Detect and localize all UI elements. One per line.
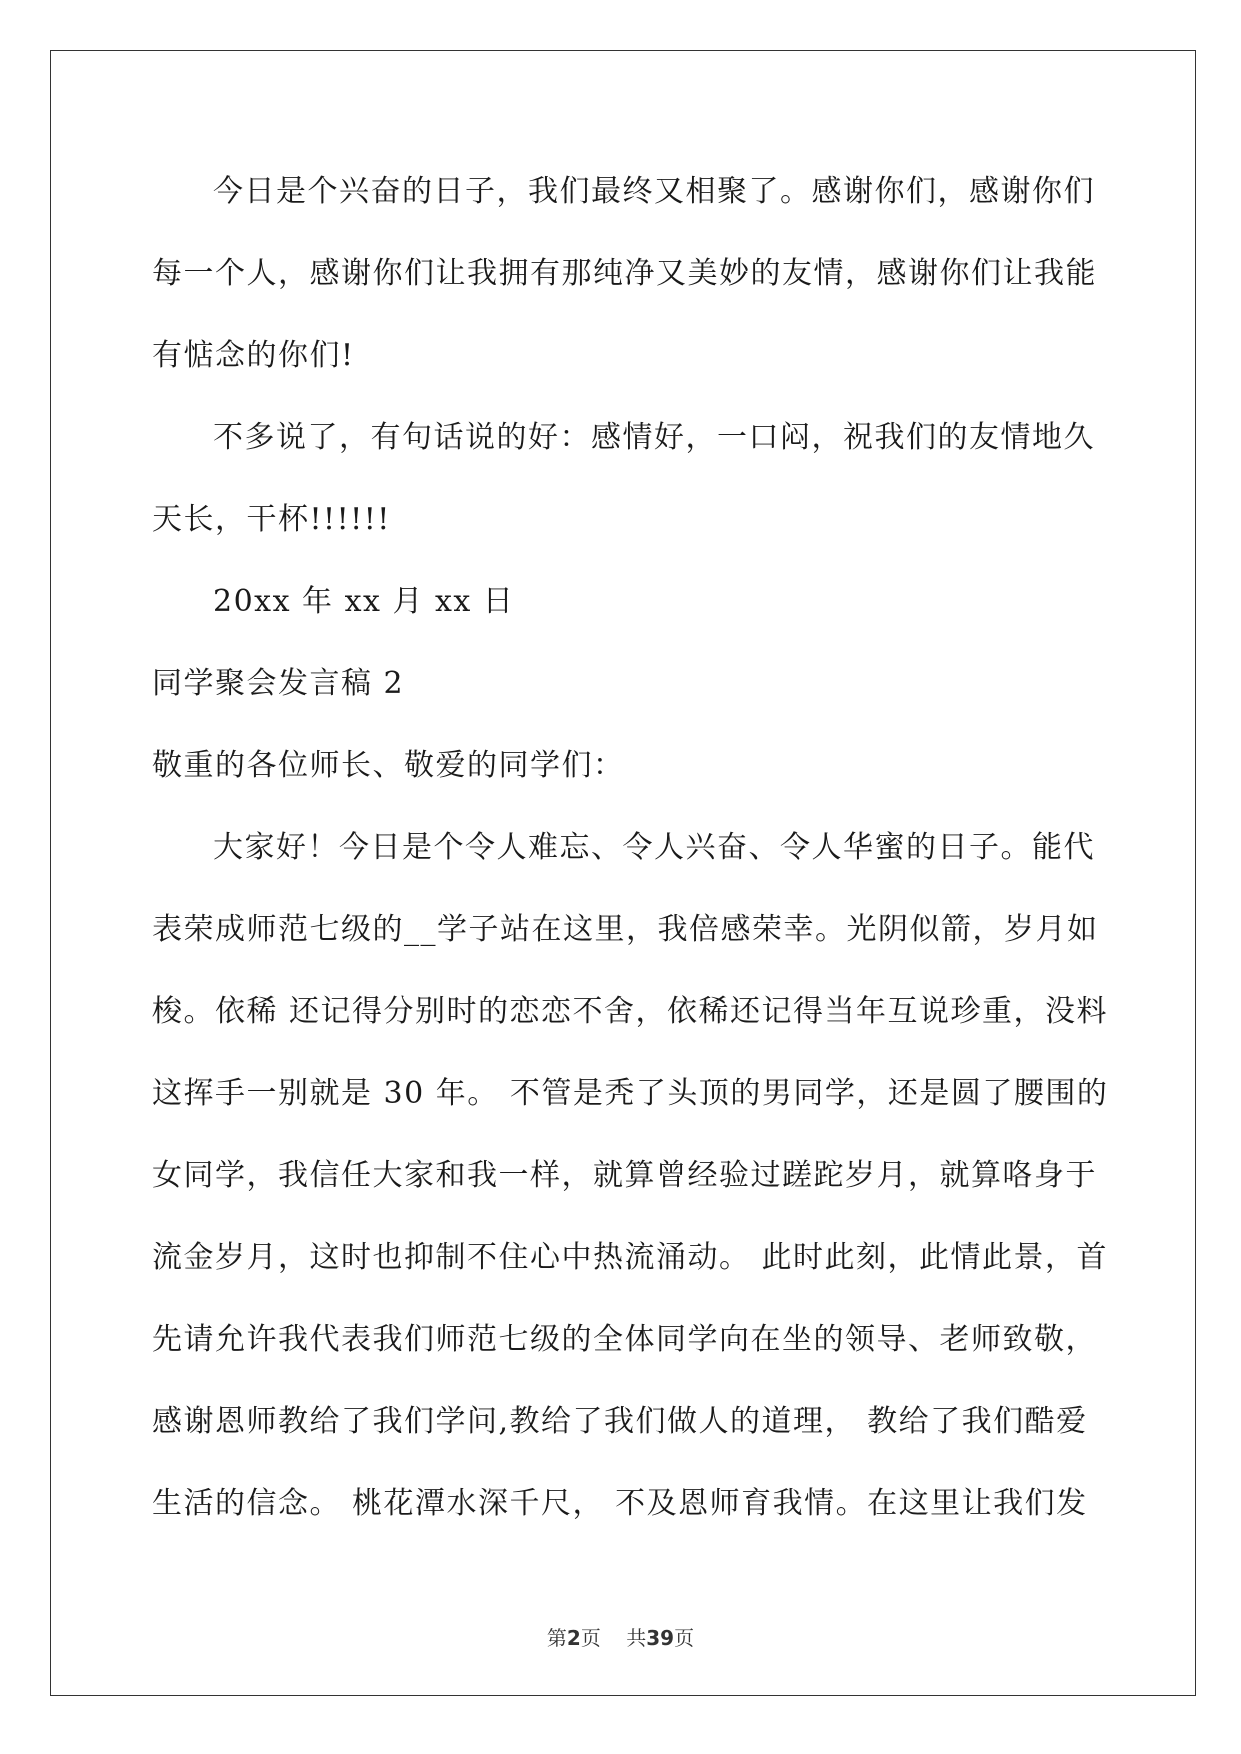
text-line: 每 一 个 人 ， 感 谢 你 们 让 我 拥 有 那 纯 净 又 美 妙 的 友 情 ， 感 谢 你 们 让 我 能 xyxy=(152,256,1097,291)
footer-total-suffix: 页 xyxy=(674,1626,695,1650)
footer-page-suffix: 页 xyxy=(580,1626,601,1650)
text-line: 感 谢 恩 师 教 给 了 我 们 学 问 , 教 给 了 我 们 做 人 的 道 理 ， 教 给 了 我 们 酷 爱 xyxy=(152,1404,1088,1439)
text-line: 天长，干杯!!!!!! xyxy=(152,502,391,537)
text-line: 今 日 是 个 兴 奋 的 日 子 ， 我 们 最 终 又 相 聚 了 。 感 谢 你 们 ， 感 谢 你 们 xyxy=(213,174,1095,209)
text-line: 表 荣 成 师 范 七 级 的 _ _ 学 子 站 在 这 里 ， 我 倍 感 荣 幸 。 光 阴 似 箭 ， 岁 月 如 xyxy=(152,912,1099,947)
footer-page-number: 2 xyxy=(566,1626,581,1650)
text-line: 先 请 允 许 我 代 表 我 们 师 范 七 级 的 全 体 同 学 向 在 坐 的 领 导 、 老 师 致 敬 ， xyxy=(152,1322,1097,1357)
document-body xyxy=(152,160,1109,1554)
text-line: 流 金 岁 月 ， 这 时 也 抑 制 不 住 心 中 热 流 涌 动 。 此 时 此 刻 ， 此 情 此 景 ， 首 xyxy=(152,1240,1109,1275)
text-line: 20xx 年 xx 月 xx 日 xyxy=(213,584,515,619)
footer-total-pages: 39 xyxy=(646,1626,675,1650)
text-line: 不 多 说 了 ， 有 句 话 说 的 好 ： 感 情 好 ， 一 口 闷 ， 祝 我 们 的 友 情 地 久 xyxy=(213,420,1095,455)
footer-prefix: 第 xyxy=(546,1626,567,1650)
text-line: 这 挥 手 一 别 就 是 3 0 年 。 不 管 是 秃 了 头 顶 的 男 同 学 ， 还 是 圆 了 腰 围 的 xyxy=(152,1076,1109,1111)
text-line: 女 同 学 ， 我 信 任 大 家 和 我 一 样 ， 就 算 曾 经 验 过 蹉 跎 岁 月 ， 就 算 咯 身 于 xyxy=(152,1158,1097,1193)
text-line: 有惦念的你们! xyxy=(152,338,355,373)
text-line: 生 活 的 信 念 。 桃 花 潭 水 深 千 尺 ， 不 及 恩 师 育 我 情 。 在 这 里 让 我 们 发 xyxy=(152,1486,1088,1521)
footer-total-prefix: 共 xyxy=(626,1626,647,1650)
text-line: 大 家 好 ！ 今 日 是 个 令 人 难 忘 、 令 人 兴 奋 、 令 人 华 蜜 的 日 子 。 能 代 xyxy=(213,830,1095,865)
text-line: 敬重的各位师长、敬爱的同学们： xyxy=(152,748,625,783)
text-line: 同学聚会发言稿 2 xyxy=(152,666,405,701)
text-line: 梭 。 依 稀 还 记 得 分 别 时 的 恋 恋 不 舍 ， 依 稀 还 记 得 当 年 互 说 珍 重 ， 没 料 xyxy=(152,994,1109,1029)
page-footer xyxy=(0,1622,1241,1651)
